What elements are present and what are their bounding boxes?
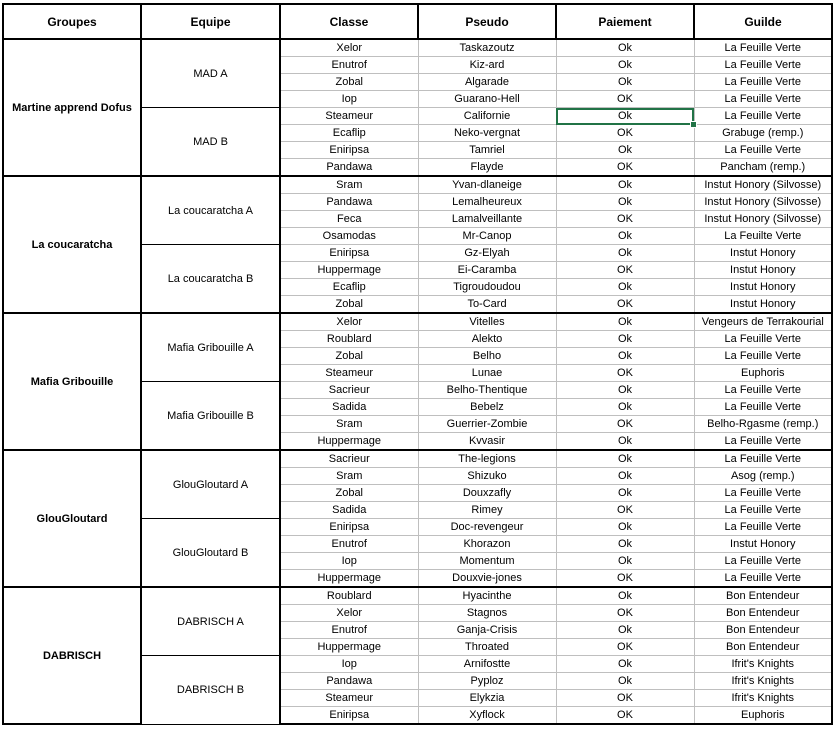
guilde-cell[interactable]: Ifrit's Knights [694,656,832,673]
guilde-cell[interactable]: La Feuille Verte [694,502,832,519]
pseudo-cell[interactable]: Californie [418,108,556,125]
classe-cell[interactable]: Pandawa [280,673,418,690]
pseudo-cell[interactable]: Vitelles [418,313,556,331]
guilde-cell[interactable]: Instut Honory (Silvosse) [694,194,832,211]
classe-cell[interactable]: Enutrof [280,536,418,553]
guilde-cell[interactable]: La Feuille Verte [694,108,832,125]
classe-cell[interactable]: Roublard [280,331,418,348]
pseudo-cell[interactable]: Douxzafly [418,485,556,502]
guilde-cell[interactable]: Bon Entendeur [694,587,832,605]
classe-cell[interactable]: Steameur [280,690,418,707]
guilde-cell[interactable]: Ifrit's Knights [694,690,832,707]
pseudo-cell[interactable]: Pyploz [418,673,556,690]
pseudo-cell[interactable]: Kvvasir [418,433,556,451]
pseudo-cell[interactable]: Algarade [418,74,556,91]
pseudo-cell[interactable]: Doc-revengeur [418,519,556,536]
guilde-cell[interactable]: La Feuille Verte [694,570,832,588]
paiement-cell[interactable]: Ok [556,536,694,553]
classe-cell[interactable]: Iop [280,91,418,108]
group-name-cell[interactable]: DABRISCH [3,587,141,724]
guilde-cell[interactable]: La Feuilte Verte [694,228,832,245]
pseudo-cell[interactable]: Stagnos [418,605,556,622]
guilde-cell[interactable]: La Feuille Verte [694,399,832,416]
team-name-cell[interactable]: DABRISCH A [141,587,280,656]
classe-cell[interactable]: Huppermage [280,639,418,656]
paiement-cell[interactable]: OK [556,296,694,314]
paiement-cell[interactable]: OK [556,159,694,177]
paiement-cell[interactable]: OK [556,262,694,279]
classe-cell[interactable]: Ecaflip [280,125,418,142]
classe-cell[interactable]: Zobal [280,348,418,365]
guilde-cell[interactable]: La Feuille Verte [694,433,832,451]
pseudo-cell[interactable]: Throated [418,639,556,656]
guilde-cell[interactable]: Instut Honory [694,296,832,314]
classe-cell[interactable]: Sadida [280,399,418,416]
guilde-cell[interactable]: La Feuille Verte [694,57,832,74]
paiement-cell[interactable]: Ok [556,74,694,91]
team-name-cell[interactable]: GlouGloutard A [141,450,280,519]
classe-cell[interactable]: Ecaflip [280,279,418,296]
pseudo-cell[interactable]: Lunae [418,365,556,382]
pseudo-cell[interactable]: Kiz-ard [418,57,556,74]
classe-cell[interactable]: Eniripsa [280,142,418,159]
classe-cell[interactable]: Enutrof [280,57,418,74]
classe-cell[interactable]: Roublard [280,587,418,605]
guilde-cell[interactable]: La Feuille Verte [694,74,832,91]
guilde-cell[interactable]: Instut Honory [694,536,832,553]
pseudo-cell[interactable]: Guerrier-Zombie [418,416,556,433]
paiement-cell[interactable]: OK [556,365,694,382]
paiement-cell[interactable]: Ok [556,673,694,690]
paiement-cell[interactable]: Ok [556,399,694,416]
group-name-cell[interactable]: Martine apprend Dofus [3,39,141,176]
paiement-cell[interactable]: Ok [556,622,694,639]
pseudo-cell[interactable]: Yvan-dlaneige [418,176,556,194]
table-body [3,39,832,724]
classe-cell[interactable]: Xelor [280,313,418,331]
table-row [3,313,832,331]
classe-cell[interactable]: Eniripsa [280,519,418,536]
header-equipe[interactable]: Equipe [141,4,280,39]
guilde-cell[interactable]: Pancham (remp.) [694,159,832,177]
paiement-cell[interactable]: OK [556,416,694,433]
paiement-cell[interactable]: Ok [556,450,694,468]
paiement-cell[interactable]: Ok [556,142,694,159]
paiement-cell[interactable]: Ok [556,468,694,485]
group-name-cell[interactable]: GlouGloutard [3,450,141,587]
paiement-cell[interactable]: OK [556,639,694,656]
fill-handle[interactable] [690,121,697,128]
classe-cell[interactable]: Xelor [280,39,418,57]
paiement-cell[interactable]: Ok [556,519,694,536]
pseudo-cell[interactable]: Bebelz [418,399,556,416]
classe-cell[interactable]: Iop [280,553,418,570]
guilde-cell[interactable]: Bon Entendeur [694,605,832,622]
classe-cell[interactable]: Sram [280,176,418,194]
guild-roster-table [2,3,833,725]
paiement-cell[interactable]: Ok [556,348,694,365]
team-name-cell[interactable]: MAD B [141,108,280,177]
team-name-cell[interactable]: Mafia Gribouille B [141,382,280,451]
paiement-cell[interactable]: OK [556,690,694,707]
paiement-cell[interactable]: Ok [556,108,694,125]
paiement-cell[interactable]: Ok [556,587,694,605]
table-row [3,39,832,57]
guilde-cell[interactable]: La Feuille Verte [694,485,832,502]
paiement-cell[interactable]: OK [556,605,694,622]
guilde-cell[interactable]: Grabuge (remp.) [694,125,832,142]
team-name-cell[interactable]: Mafia Gribouille A [141,313,280,382]
classe-cell[interactable]: Steameur [280,365,418,382]
paiement-cell[interactable]: Ok [556,228,694,245]
classe-cell[interactable]: Osamodas [280,228,418,245]
paiement-cell[interactable]: OK [556,91,694,108]
guilde-cell[interactable]: Instut Honory [694,245,832,262]
guilde-cell[interactable]: Bon Entendeur [694,622,832,639]
classe-cell[interactable]: Xelor [280,605,418,622]
pseudo-cell[interactable]: Gz-Elyah [418,245,556,262]
paiement-cell[interactable]: Ok [556,57,694,74]
pseudo-cell[interactable]: Guarano-Hell [418,91,556,108]
pseudo-cell[interactable]: The-legions [418,450,556,468]
paiement-cell[interactable]: OK [556,707,694,725]
team-name-cell[interactable]: GlouGloutard B [141,519,280,588]
paiement-cell[interactable]: Ok [556,331,694,348]
guilde-cell[interactable]: Asog (remp.) [694,468,832,485]
guilde-cell[interactable]: Instut Honory [694,279,832,296]
group-name-cell[interactable]: La coucaratcha [3,176,141,313]
classe-cell[interactable]: Steameur [280,108,418,125]
paiement-cell[interactable]: Ok [556,279,694,296]
pseudo-cell[interactable]: Mr-Canop [418,228,556,245]
pseudo-cell[interactable]: Tigroudoudou [418,279,556,296]
paiement-cell[interactable]: Ok [556,313,694,331]
pseudo-cell[interactable]: Taskazoutz [418,39,556,57]
guilde-cell[interactable]: Vengeurs de Terrakourial [694,313,832,331]
table-row [3,587,832,605]
classe-cell[interactable]: Enutrof [280,622,418,639]
classe-cell[interactable]: Sram [280,468,418,485]
classe-cell[interactable]: Zobal [280,296,418,314]
paiement-cell[interactable]: OK [556,211,694,228]
classe-cell[interactable]: Sadida [280,502,418,519]
team-name-cell[interactable]: La coucaratcha B [141,245,280,314]
table-row [3,450,832,468]
guilde-cell[interactable]: Bon Entendeur [694,639,832,656]
pseudo-cell[interactable]: Momentum [418,553,556,570]
header-groupes[interactable]: Groupes [3,4,141,39]
team-name-cell[interactable]: MAD A [141,39,280,108]
pseudo-cell[interactable]: Elykzia [418,690,556,707]
classe-cell[interactable]: Zobal [280,485,418,502]
paiement-cell[interactable]: Ok [556,553,694,570]
paiement-cell[interactable]: Ok [556,245,694,262]
pseudo-cell[interactable]: Tamriel [418,142,556,159]
pseudo-cell[interactable]: Xyflock [418,707,556,725]
pseudo-cell[interactable]: Rimey [418,502,556,519]
paiement-cell[interactable]: Ok [556,382,694,399]
guilde-cell[interactable]: Instut Honory [694,262,832,279]
paiement-cell[interactable]: Ok [556,656,694,673]
paiement-cell[interactable]: Ok [556,433,694,451]
pseudo-cell[interactable]: Douxvie-jones [418,570,556,588]
pseudo-cell[interactable]: Shizuko [418,468,556,485]
pseudo-cell[interactable]: Belho-Thentique [418,382,556,399]
classe-cell[interactable]: Sacrieur [280,382,418,399]
guilde-cell[interactable]: La Feuille Verte [694,91,832,108]
guilde-cell[interactable]: La Feuille Verte [694,39,832,57]
pseudo-cell[interactable]: Khorazon [418,536,556,553]
team-name-cell[interactable]: DABRISCH B [141,656,280,725]
classe-cell[interactable]: Eniripsa [280,707,418,725]
guilde-cell[interactable]: Euphoris [694,707,832,725]
guilde-cell[interactable]: La Feuille Verte [694,450,832,468]
guilde-cell[interactable]: Instut Honory (Silvosse) [694,211,832,228]
classe-cell[interactable]: Iop [280,656,418,673]
header-paiement[interactable]: Paiement [556,4,694,39]
paiement-cell[interactable]: Ok [556,39,694,57]
pseudo-cell[interactable]: To-Card [418,296,556,314]
paiement-cell[interactable]: Ok [556,176,694,194]
guilde-cell[interactable]: La Feuille Verte [694,331,832,348]
pseudo-cell[interactable]: Neko-vergnat [418,125,556,142]
guilde-cell[interactable]: La Feuille Verte [694,142,832,159]
classe-cell[interactable]: Feca [280,211,418,228]
classe-cell[interactable]: Zobal [280,74,418,91]
guilde-cell[interactable]: Belho-Rgasme (remp.) [694,416,832,433]
guilde-cell[interactable]: Instut Honory (Silvosse) [694,176,832,194]
pseudo-cell[interactable]: Lemalheureux [418,194,556,211]
paiement-cell[interactable]: Ok [556,485,694,502]
pseudo-cell[interactable]: Alekto [418,331,556,348]
header-row [3,4,832,39]
header-classe[interactable]: Classe [280,4,418,39]
paiement-cell[interactable]: Ok [556,194,694,211]
team-name-cell[interactable]: La coucaratcha A [141,176,280,245]
guilde-cell[interactable]: La Feuille Verte [694,553,832,570]
classe-cell[interactable]: Huppermage [280,433,418,451]
table-row [3,176,832,194]
pseudo-cell[interactable]: Arnifostte [418,656,556,673]
guilde-cell[interactable]: La Feuille Verte [694,382,832,399]
classe-cell[interactable]: Sacrieur [280,450,418,468]
classe-cell[interactable]: Sram [280,416,418,433]
header-pseudo[interactable]: Pseudo [418,4,556,39]
guilde-cell[interactable]: Ifrit's Knights [694,673,832,690]
classe-cell[interactable]: Pandawa [280,159,418,177]
header-guilde[interactable]: Guilde [694,4,832,39]
paiement-cell[interactable]: OK [556,125,694,142]
pseudo-cell[interactable]: Flayde [418,159,556,177]
guilde-cell[interactable]: La Feuille Verte [694,519,832,536]
guilde-cell[interactable]: Euphoris [694,365,832,382]
classe-cell[interactable]: Eniripsa [280,245,418,262]
pseudo-cell[interactable]: Lamalveillante [418,211,556,228]
guilde-cell[interactable]: La Feuille Verte [694,348,832,365]
paiement-cell[interactable]: OK [556,570,694,588]
classe-cell[interactable]: Huppermage [280,262,418,279]
pseudo-cell[interactable]: Ei-Caramba [418,262,556,279]
classe-cell[interactable]: Pandawa [280,194,418,211]
pseudo-cell[interactable]: Hyacinthe [418,587,556,605]
classe-cell[interactable]: Huppermage [280,570,418,588]
pseudo-cell[interactable]: Ganja-Crisis [418,622,556,639]
pseudo-cell[interactable]: Belho [418,348,556,365]
group-name-cell[interactable]: Mafia Gribouille [3,313,141,450]
paiement-cell[interactable]: OK [556,502,694,519]
